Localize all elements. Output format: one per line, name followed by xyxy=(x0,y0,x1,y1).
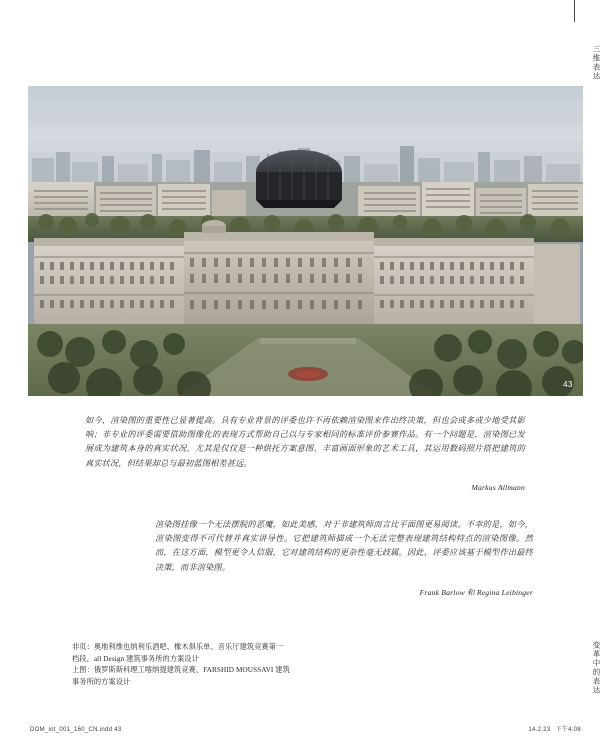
footer-file-label: DOM_int_001_160_CN.indd 43 xyxy=(30,727,122,733)
caption-line: 事务所的方案设计 xyxy=(72,677,131,686)
footer-date: 14.2.23 xyxy=(528,727,551,733)
caption-line: 非页：奥地利维也纳利乐酒吧、橡木俱乐单、音乐厅建筑竞赛第一 xyxy=(72,643,284,651)
quote-2-attribution: Frank Barlow 和 Regina Leibinger xyxy=(419,587,533,597)
quote-1-attribution: Markus Allmann xyxy=(471,482,525,492)
dome-landmark xyxy=(256,150,342,208)
caption-block xyxy=(72,642,342,688)
quote-block-1 xyxy=(85,414,525,492)
side-label-bottom: 变革中的表达 xyxy=(592,641,601,695)
crop-mark xyxy=(574,0,575,22)
aerial-photo xyxy=(28,86,583,396)
quote-1-text: 如今，渲染图的重要性已显著提高。具有专业背景的评委也许不再依赖渲染图来作出终决策，但也会或多或少地受其影响；非专业的评委需要借助图像化的表现方式帮助自己以与专家相同的标准评价参赛作品。有一个问题是，渲染图已发展成为建筑本身的真实状况，尤其是仅仅是一种烘托方案意图、丰富画面形象的艺术工具，其运用数码照片搭把建筑的真实状况，但结果却总与最初蓝图相差甚远。 xyxy=(85,416,525,468)
quote-block-2 xyxy=(155,518,533,598)
caption-line: 上图：俄罗斯斯科理工喀纳提建筑竞赛，FARSHID MOUSSAVI 建筑 xyxy=(72,666,290,675)
page-number: 43 xyxy=(563,380,573,389)
quote-2-text: 渲染图挂像一个无法摆脱的恶魔，如此美感，对于非建筑师而言比平面图更易阅读。不幸的是，如今，渲染图变得不可代替并真实讲导性。它把建筑师描成一个无法完整表现建筑结构特点的渲染图像。然而，在这方面，模型更令人信服，它对建筑结构的更杂性毫无歧属。因此，评委应该基于模型作出最终决策，而非渲染图。 xyxy=(155,520,533,572)
caption-line: 档段，all Design 建筑事务所的方案设计 xyxy=(72,654,199,663)
side-label-top: 三维表达 xyxy=(592,45,601,81)
aerial-photo-image xyxy=(28,86,583,396)
footer-timestamp-block xyxy=(528,724,581,733)
footer-time: 下午4:08 xyxy=(555,727,581,733)
